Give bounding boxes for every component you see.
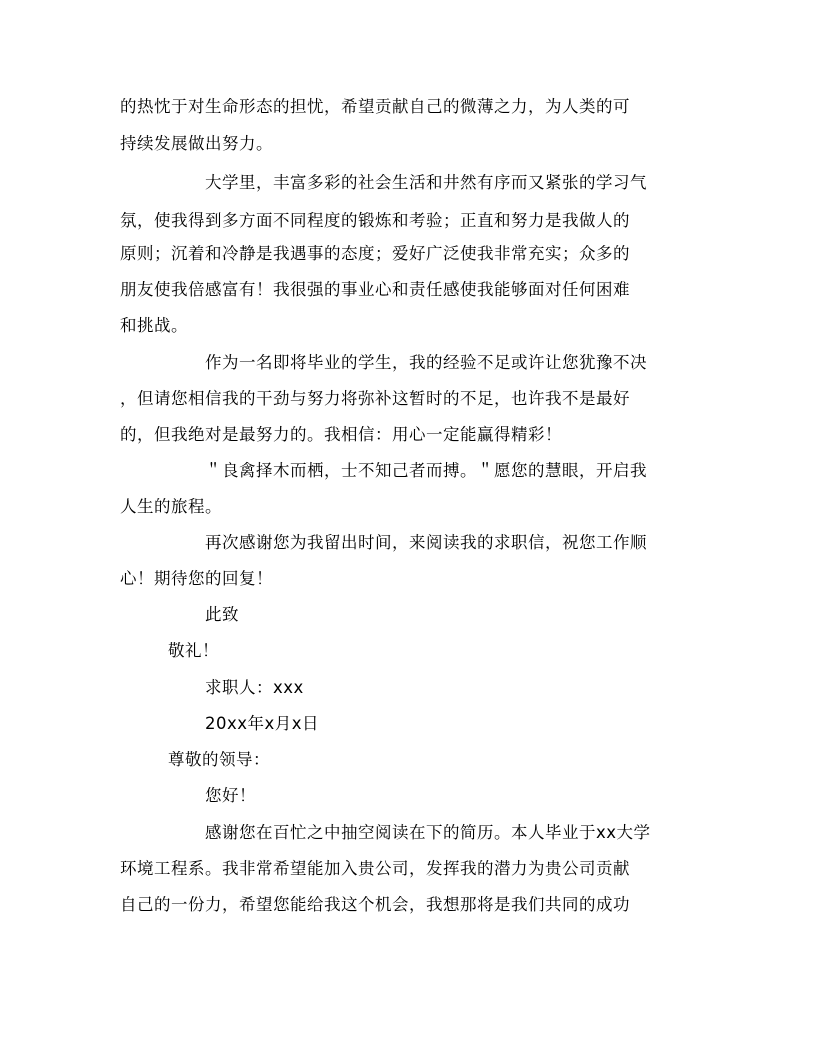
text-line: 的，但我绝对是最努力的。我相信：用心一定能赢得精彩！ xyxy=(120,425,562,444)
text-line: 大学里，丰富多彩的社会生活和井然有序而又紧张的学习气 xyxy=(205,173,647,192)
text-line: 心！期待您的回复！ xyxy=(120,569,273,588)
text-line: ＂良禽择木而栖，士不知己者而搏。＂愿您的慧眼，开启我 xyxy=(205,461,647,480)
text-line: ，但请您相信我的干劲与努力将弥补这暂时的不足，也许我不是最好 xyxy=(120,389,630,408)
text-line: 人生的旅程。 xyxy=(120,497,222,516)
closing-line: 此致 xyxy=(205,605,239,624)
date-line: 20xx年x月x日 xyxy=(205,714,320,733)
text-line: 氛，使我得到多方面不同程度的锻炼和考验；正直和努力是我做人的 xyxy=(120,211,630,230)
text-line: 再次感谢您为我留出时间，来阅读我的求职信，祝您工作顺 xyxy=(205,533,647,552)
text-line: 感谢您在百忙之中抽空阅读在下的简历。本人毕业于xx大学 xyxy=(205,823,651,842)
text-line: 自己的一份力，希望您能给我这个机会，我想那将是我们共同的成功 xyxy=(120,895,630,914)
text-line: 和挑战。 xyxy=(120,316,188,335)
salutation-line: 敬礼！ xyxy=(168,641,219,660)
text-line: 环境工程系。我非常希望能加入贵公司，发挥我的潜力为贵公司贡献 xyxy=(120,859,630,878)
text-line: 持续发展做出努力。 xyxy=(120,134,273,153)
greeting-line: 您好！ xyxy=(205,786,256,805)
text-line: 的热忱于对生命形态的担忧，希望贡献自己的微薄之力，为人类的可 xyxy=(120,97,630,116)
greeting-line: 尊敬的领导： xyxy=(168,750,270,769)
signature-line: 求职人：xxx xyxy=(205,678,304,697)
text-line: 原则；沉着和冷静是我遇事的态度；爱好广泛使我非常充实；众多的 xyxy=(120,244,630,263)
text-line: 朋友使我倍感富有！我很强的事业心和责任感使我能够面对任何困难 xyxy=(120,280,630,299)
text-line: 作为一名即将毕业的学生，我的经验不足或许让您犹豫不决 xyxy=(205,353,647,372)
